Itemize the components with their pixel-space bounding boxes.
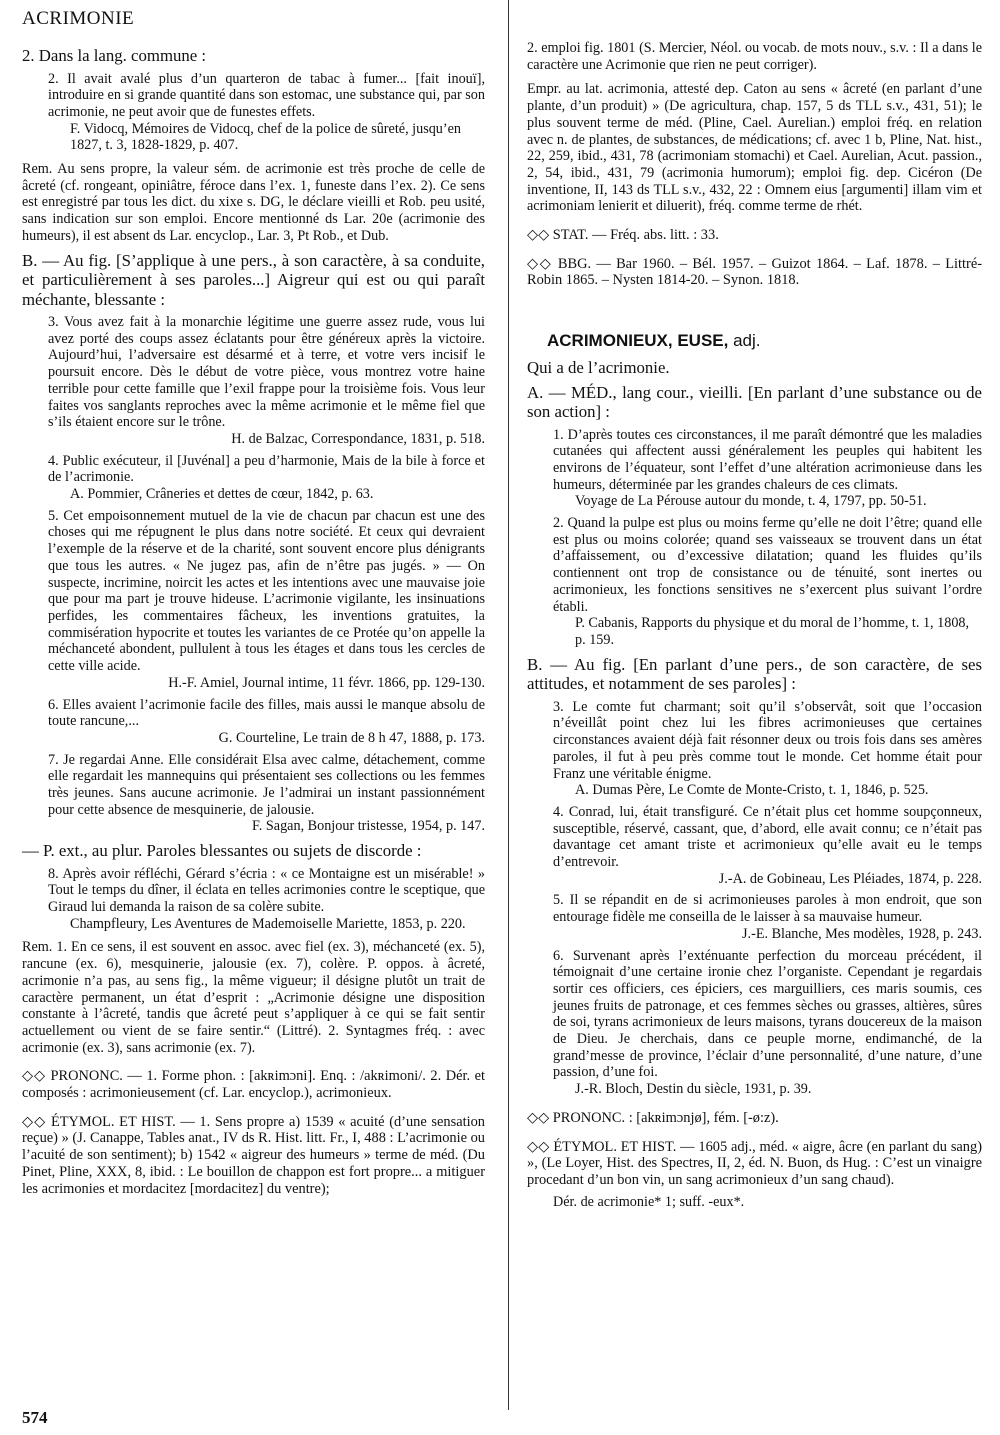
example-source: J.-R. Bloch, Destin du siècle, 1931, p. 39. [575, 1081, 812, 1098]
remark-2: Rem. 1. En ce sens, il est souvent en assoc. avec fiel (ex. 3), méchanceté (ex. 5), rancune (ex. 6), mesquinerie, jalousie (ex. 7), colère. P. oppos. à âcreté, acrimonie n’a pas, au sens fig., la même vigueur; il désigne plutôt un trait de caractère permanent, un état d’esprit : „Acrimonie désigne une disposition constante à l’âcreté, tandis que âcreté peut s’appliquer à ce qui se fait sentir actuellement ou vient de se faire sentir.“ (Littré). 2. Syntagmes fréq. : avec acrimonie (ex. 3), sans acrimonie (ex. 7). [22, 939, 485, 1056]
example-1 [553, 427, 982, 511]
example-2 [553, 515, 982, 649]
example-text: 2. Quand la pulpe est plus ou moins ferme qu’elle ne doit l’être; quand elle est plus ou moins colorée; quand ses vaisseaux se trouvent dans un état d’affaissement, ou d’excessive dilatation; quand les fluides qu’ils contiennent ont trop de consistance ou de ténuité, sont inertes ou acrimonieux, les fonctions sensitives ne s’exercent plus suivant l’ordre établi. [553, 515, 982, 615]
example-source: H. de Balzac, Correspondance, 1831, p. 518. [231, 430, 485, 447]
example-source: F. Vidocq, Mémoires de Vidocq, chef de la police de sûreté, jusqu’en 1827, t. 3, 1828-1829, p. 407. [70, 120, 462, 154]
right-column [527, 40, 982, 1210]
part-of-speech: adj. [733, 331, 761, 351]
example-source: Champfleury, Les Aventures de Mademoiselle Mariette, 1853, p. 220. [70, 915, 466, 932]
remark-1: Rem. Au sens propre, la valeur sém. de acrimonie est très proche de celle de âcreté (cf. rongeant, opiniâtre, féroce dans l’ex. 1, funeste dans l’ex. 2). Ce sens est enregistré par tous les dict. du xixe s. DG, le déclare vieilli et Rob. peu usité, sans indication sur son emploi. Encore mentionné ds Lar. 20e (acrimonie des humeurs), il est absent ds Lar. encyclop., Lar. 3, Pt Rob., et Dub. [22, 161, 485, 244]
entry-headword [547, 333, 982, 350]
example-6 [48, 697, 485, 747]
example-text: 2. Il avait avalé plus d’un quarteron de tabac à fumer... [fait inouï], introduire en si grande quantité dans son estomac, une substance qui, par son acrimonie, ne peut avoir que de funestes effets. [48, 70, 485, 120]
example-text: 8. Après avoir réfléchi, Gérard s’écria : « ce Montaigne est un misérable! » Tout le temps du dîner, il éclata en telles acrimonies contre le sceptique, que Giraud lui demanda la raison de sa colère subite. [48, 865, 485, 916]
page-number: 574 [22, 1408, 48, 1427]
section-b-heading: B. — Au fig. [En parlant d’une pers., de son caractère, de ses attitudes, et notamment de ses paroles] : [527, 654, 982, 694]
example-8 [48, 866, 485, 933]
example-source: P. Cabanis, Rapports du physique et du moral de l’homme, t. 1, 1808, p. 159. [575, 615, 970, 648]
example-2 [48, 71, 485, 155]
example-text: 1. D’après toutes ces circonstances, il me paraît démontré que les maladies cutanées qui affectent aussi généralement les peuples qui habitent les environs de l’équateur, sont l’effet d’une altération acrimonieuse dans les humeurs, déterminée par les grandes chaleurs de ces climats. [553, 426, 982, 493]
section-pext-heading: — P. ext., au plur. Paroles blessantes ou sujets de discorde : [22, 841, 422, 861]
example-source: A. Pommier, Crâneries et dettes de cœur, 1842, p. 63. [70, 486, 374, 503]
example-text: 5. Cet empoisonnement mutuel de la vie de chacun par chacun est une des choses qui me répugnent le plus dans notre société. Et ceux qui devraient l’exemple de la réserve et de la charité, sont souvent encore plus dénigrants que tous les autres. « Ne jugez pas, afin de n’être pas jugés. » — On suspecte, incrimine, noircit les actes et les intentions avec une mauvaise joie que pour ma part je trouve hideuse. L’acrimonie vigilante, les insinuations perfides, les commentaires fâcheux, les inventions gratuites, la commisération hypocrite et toutes les variantes de ce Protée qu’on appelle la méchanceté abondent, pullulent à tous les étages et dans tous les cercles de cette ville acide. [48, 507, 485, 675]
etymol-section: ◇◇ ÉTYMOL. ET HIST. — 1. Sens propre a) 1539 « acuité (d’une sensation reçue) » (J. Canappe, Tables anat., IV ds R. Hist. litt. Fr., I, 488 : L’acrimonie ou l’acuité de son sentiment); b) 1542 « aigreur des humeurs » terme de méd. (Du Pinet, Pline, XXX, 8, ibid. : Le bouillon de chappon est fort propre... a mitiguer les acrimonies et mordacitez [mordacitez] du ventre); [22, 1113, 485, 1197]
headword: ACRIMONIEUX, EUSE, [547, 331, 729, 351]
prononc-section: ◇◇ PRONONC. : [akʀimɔnjø], fém. [-ø:z). [527, 1109, 779, 1126]
running-head: ACRIMONIE [22, 8, 135, 29]
example-source: H.-F. Amiel, Journal intime, 11 févr. 1866, pp. 129-130. [168, 674, 485, 691]
bbg-section: ◇◇ BBG. — Bar 1960. – Bél. 1957. – Guizot 1864. – Laf. 1878. – Littré-Robin 1865. – Nysten 1814-20. – Synon. 1818. [527, 255, 982, 289]
example-source: J.-A. de Gobineau, Les Pléiades, 1874, p. 228. [718, 870, 982, 887]
etymol-empr: Empr. au lat. acrimonia, attesté dep. Caton au sens « âcreté (en parlant d’une plante, d’un produit) » (De agricultura, chap. 157, 5 ds TLL s.v., 431, 51); le plus souvent terme de méd. (Pline, Cael. Aurelian.) emploi fréq. en relation avec n. de plantes, de substances, de médications; cf. avec 1 b, Pline, Nat. hist., 22, 259, ibid., 431, 78 (acrimoniam stomachi) et Cael. Aurelian, Acut. passion., 2, 54, ibid., 431, 79 (acrimonia humorum); emploi fig. dep. Cicéron (De inventione, II, 143 ds TLL s.v., 432, 22 : Omnem eius [argumenti] illam vim et acrimoniam lenierit et diluerit), fréq. comme terme de rhét. [527, 81, 982, 215]
example-text: 4. Public exécuteur, il [Juvénal] a peu d’harmonie, Mais de la bile à force et de l’acrimonie. [48, 452, 485, 486]
example-text: 3. Vous avez fait à la monarchie légitime une guerre assez rude, vous lui avez porté des coups assez éclatants pour être généreux après la victoire. Aujourd’hui, l’adversaire est désarmé et à terre, et votre vers incisif le poursuit encore. Dès le début de votre pièce, vous montrez votre haine terrible pour cette famille que l’exil frappe pour la troisième fois. Vous leur faites vos sanglants reproches avec la même acrimonie et le même fiel que s’ils étaient encore sur le trône. [48, 314, 485, 431]
example-3 [553, 699, 982, 799]
example-text: 6. Elles avaient l’acrimonie facile des filles, mais aussi le manque absolu de toute rancune,... [48, 696, 485, 730]
left-column [22, 40, 485, 1197]
example-7 [48, 752, 485, 836]
etymol-section: ◇◇ ÉTYMOL. ET HIST. — 1605 adj., méd. « aigre, âcre (en parlant du sang) », (Le Loyer, Hist. des Spectres, II, 2, éd. N. Buon, ds Hug. : C’est un vinaigre procedant d’un bon vin, un sang acrimonieux d’un sang chaud). [527, 1138, 982, 1188]
section-a-heading: A. — MÉD., lang cour., vieilli. [En parlant d’une substance ou de son action] : [527, 382, 982, 422]
example-5 [48, 508, 485, 692]
example-source: G. Courteline, Le train de 8 h 47, 1888, p. 173. [218, 729, 485, 746]
prononc-section: ◇◇ PRONONC. — 1. Forme phon. : [akʀimɔni]. Enq. : /akʀimoni/. 2. Dér. et composés : acrimonieusement (cf. Lar. encyclop.), acrimonieux. [22, 1068, 485, 1102]
example-source: A. Dumas Père, Le Comte de Monte-Cristo, t. 1, 1846, p. 525. [575, 782, 929, 799]
example-text: 4. Conrad, lui, était transfiguré. Ce n’était plus cet homme soupçonneux, susceptible, réservé, cassant, que, d’abord, elle avait connu; ce n’était pas davantage cet amant triste et acrimonieux qu’elle avait eu le temps d’entrevoir. [553, 803, 982, 871]
section-a2-heading: 2. Dans la lang. commune : [22, 46, 207, 65]
example-6 [553, 948, 982, 1098]
example-text: 6. Survenant après l’exténuante perfection du morceau précédent, il témoignait d’une certaine ironie chez l’organiste. Cependant je regardais sortir ces officiers, ces épiciers, ces marguilliers, ces maris soumis, ces jeunes fruits de patronage, et ces femmes sèches ou grasses, altières, sûres de soi, tyrans acrimonieux de leurs maisons, tyrans doucereux de la maison de Dieu. Je cherchais, dans ce peuple morne, endimanché, de la grand’messe de province, l’éclair d’une personnalité, d’une nature, d’une passion, d’une foi. [553, 947, 982, 1081]
etymol-continued: 2. emploi fig. 1801 (S. Mercier, Néol. ou vocab. de mots nouv., s.v. : Il a dans le caractère une Acrimonie que rien ne peut corriger). [527, 40, 982, 73]
example-source: F. Sagan, Bonjour tristesse, 1954, p. 147. [252, 818, 485, 835]
example-source: J.-E. Blanche, Mes modèles, 1928, p. 243. [742, 925, 982, 942]
section-b-heading: B. — Au fig. [S’applique à une pers., à son caractère, à sa conduite, et particulièrement à ses paroles...] Aigreur qui est ou qui paraît méchante, blessante : [22, 250, 485, 309]
column-divider [508, 0, 509, 1410]
definition: Qui a de l’acrimonie. [527, 357, 670, 377]
derivation-note: Dér. de acrimonie* 1; suff. -eux*. [553, 1193, 745, 1210]
example-text: 3. Le comte fut charmant; soit qu’il s’observât, soit que l’occasion n’éveillât point chez lui les fibres acrimonieuses que certaines circonstances avaient déjà fait résonner deux ou trois fois dans ses amères paroles, il fut à peu près comme tout le monde. Cet homme était pour Franz une véritable énigme. [553, 698, 982, 782]
example-text: 7. Je regardai Anne. Elle considérait Elsa avec calme, détachement, comme elle regardait les mannequins qui présentaient ses collections ou les femmes très jeunes. Sans aucune acrimonie. Je l’admirai un instant passionnément pour cette absence de mesquinerie, de jalousie. [48, 751, 485, 818]
example-source: Voyage de La Pérouse autour du monde, t. 4, 1797, pp. 50-51. [575, 493, 927, 510]
example-5 [553, 892, 982, 942]
example-text: 5. Il se répandit en de si acrimonieuses paroles à mon endroit, que son entourage fidèle me conseilla de le laisser à sa mauvaise humeur. [553, 892, 982, 926]
stat-section: ◇◇ STAT. — Fréq. abs. litt. : 33. [527, 227, 719, 244]
example-3 [48, 314, 485, 448]
example-4 [48, 453, 485, 503]
example-4 [553, 804, 982, 888]
